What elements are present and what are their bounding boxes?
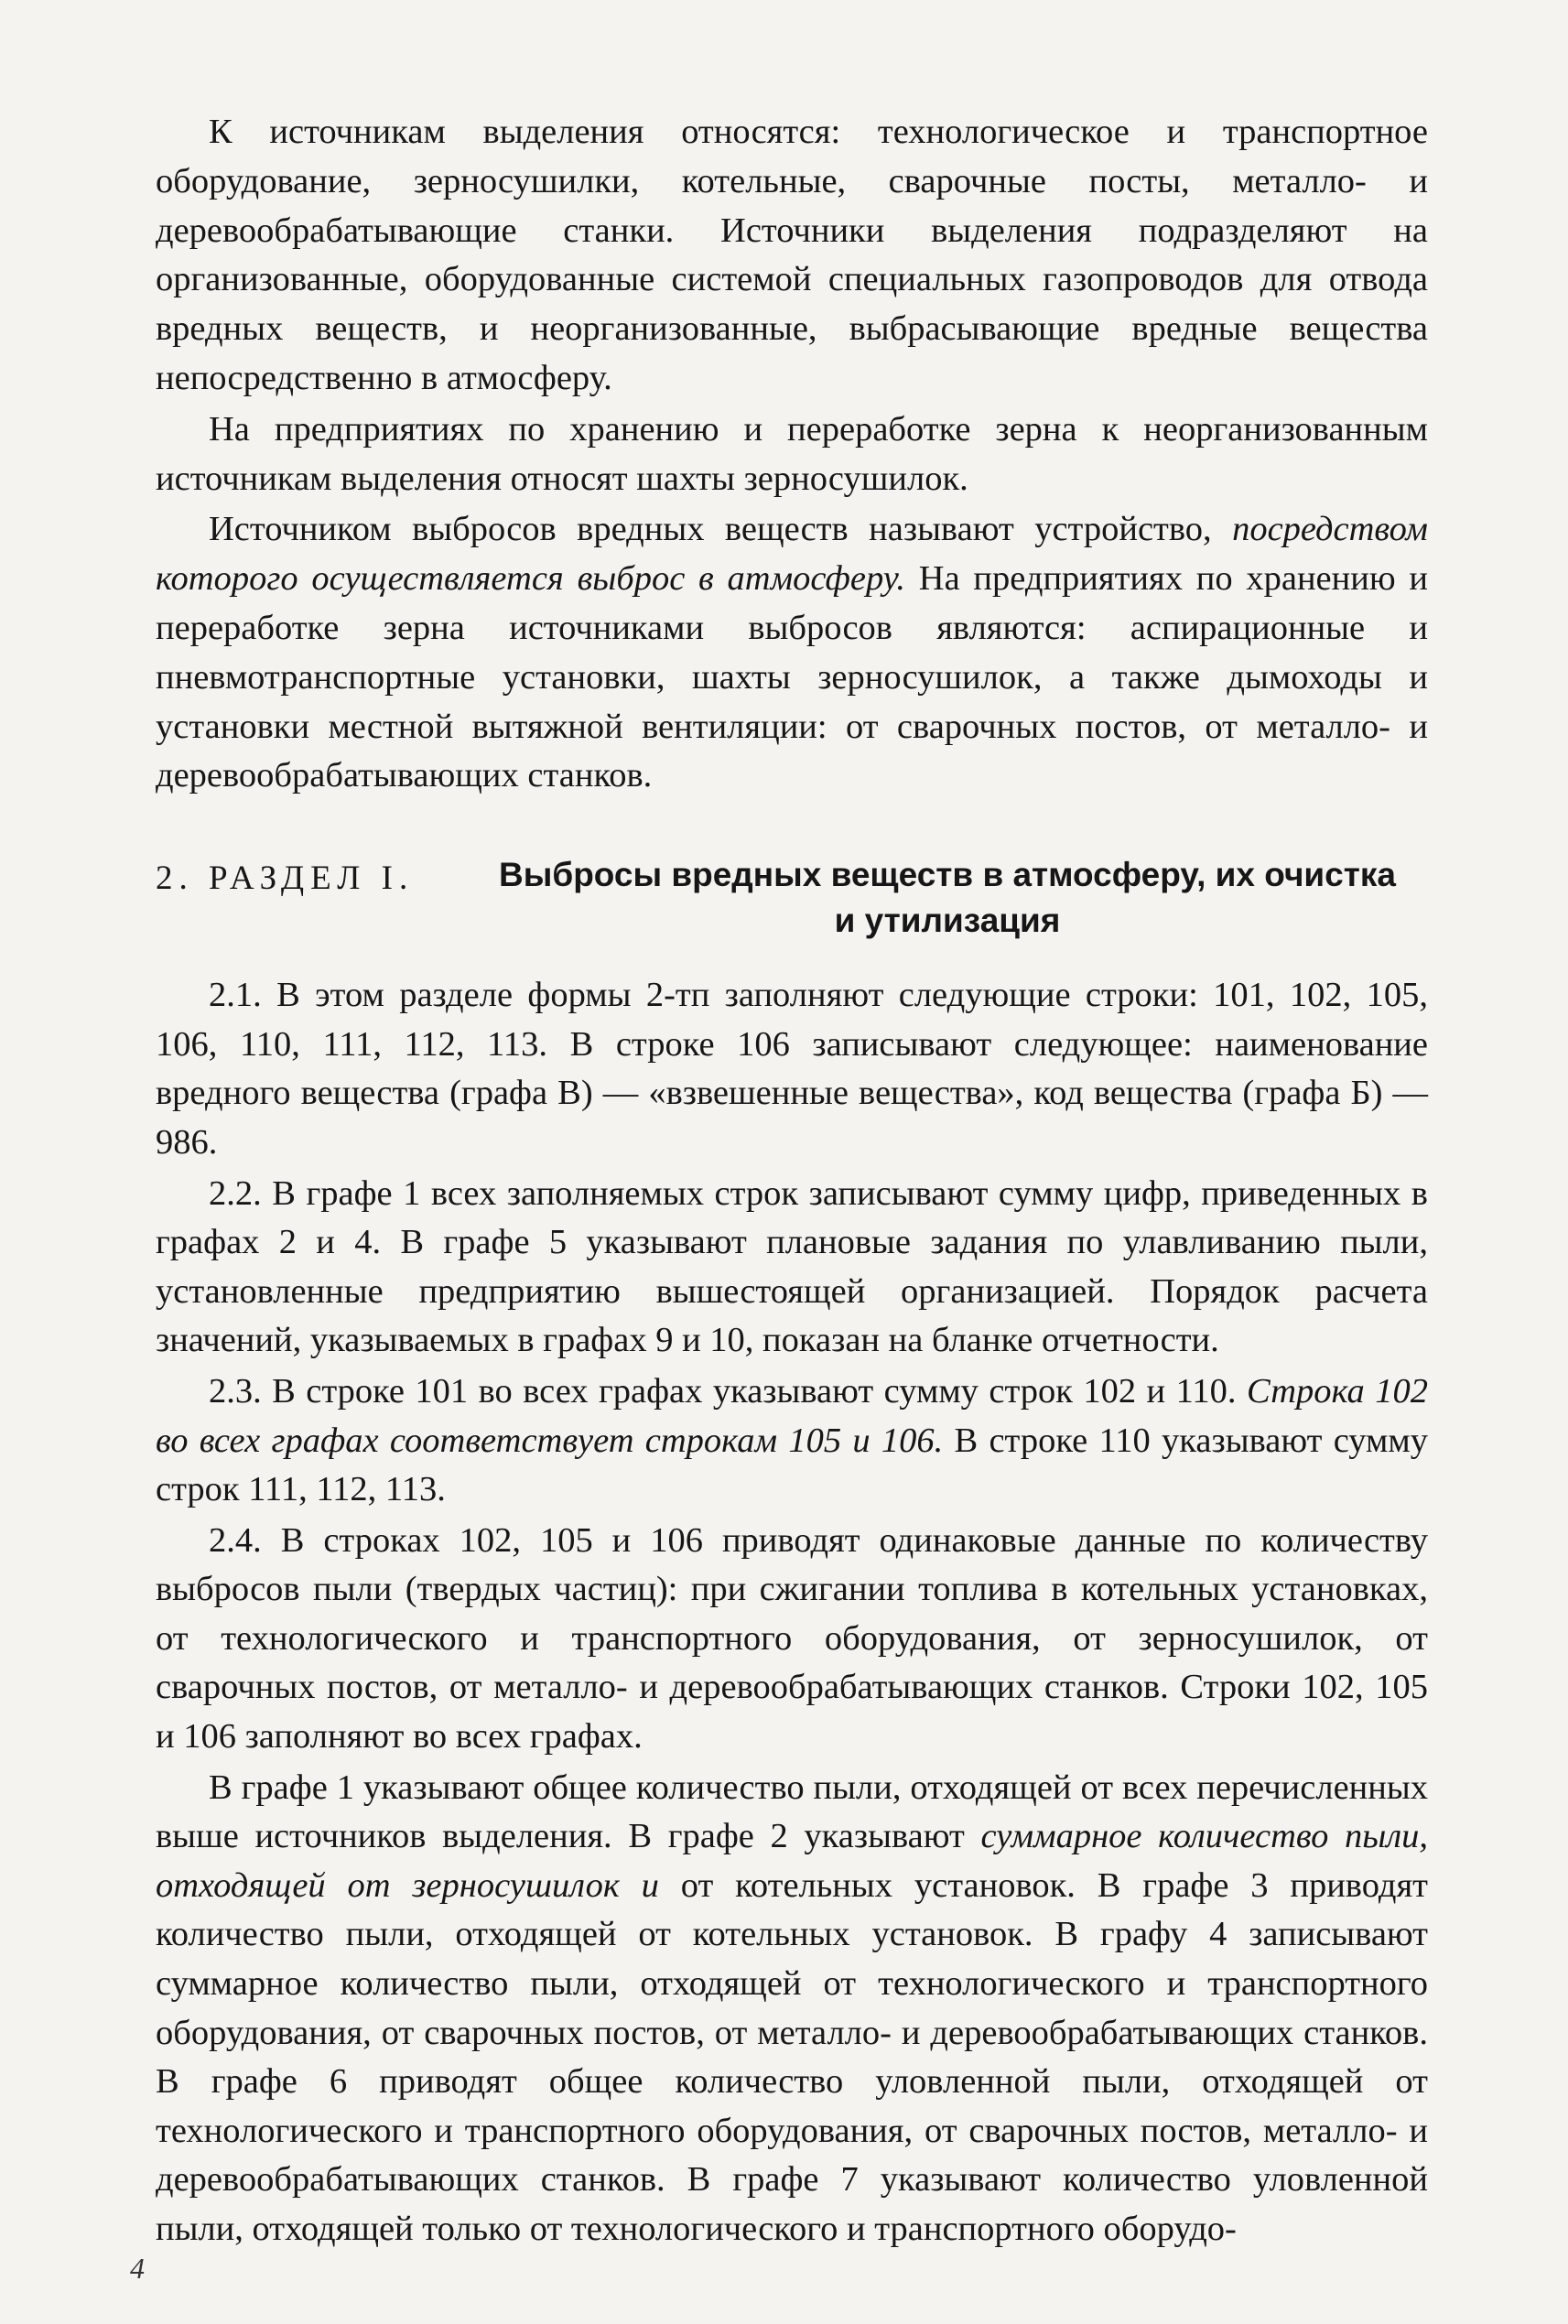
paragraph-unorganized-sources: На предприятиях по хранению и переработке зерна к неорганизованным источникам выделения относят шахты зерносушилок.	[156, 409, 1428, 498]
section-title	[467, 852, 1428, 944]
text-column	[156, 108, 1428, 2254]
paragraph-columns	[156, 1764, 1428, 2254]
section-title-line: и утилизация	[834, 902, 1061, 940]
italic-run: суммарное количество пыли, отходящей от зерносушилок и	[156, 1817, 1428, 1905]
text-run: В графе 1 указывают общее количество пыли, отходящей от всех перечисленных выше источников выделения. В графе 2 указывают	[156, 1767, 1428, 1856]
section-title-line: Выбросы вредных веществ в атмосферу, их очистка	[499, 856, 1396, 894]
paragraph-2-2: 2.2. В графе 1 всех заполняемых строк записывают сумму цифр, приведенных в графах 2 и 4. В графе 5 указывают плановые задания по улавливанию пыли, установленные предприятию вышестоящей организацией. Порядок расчета значений, указываемых в графах 9 и 10, показан на бланке отчетности.	[156, 1173, 1428, 1360]
paragraph-sources: К источникам выделения относятся: технологическое и транспортное оборудование, зерносушилки, котельные, сварочные посты, металло- и деревообрабатывающие станки. Источники выделения подразделяют на организованные, оборудованные системой специальных газопроводов для отвода вредных веществ, и неорганизованные, выбрасывающие вредные вещества непосредственно в атмосферу.	[156, 113, 1428, 397]
text-run: На предприятиях по хранению и переработке зерна источниками выбросов являются: аспирационные и пневмотранспортные установки, шахты зерносушилок, а также дымоходы и установки местной вытяжной вентиляции: от сварочных постов, от металло- и деревообрабатывающих станков.	[156, 559, 1428, 795]
section-body	[156, 971, 1428, 2254]
section-number: 2. РАЗДЕЛ I.	[156, 859, 415, 898]
text-run: 2.3. В строке 101 во всех графах указывают сумму строк 102 и 110.	[209, 1371, 1247, 1411]
italic-run: Строка 102 во всех графах соответствует строкам 105 и 106.	[156, 1371, 1428, 1460]
page-number: 4	[130, 2252, 145, 2285]
text-run: от котельных установок. В графе 3 приводят количество пыли, отходящей от котельных установок. В графу 4 записывают суммарное количество пыли, отходящей от технологического и транспортного оборудования, от сварочных постов, от металло- и деревообрабатывающих станков. В графе 6 приводят общее количество уловленной пыли, отходящей от технологического и транспортного оборудования, от сварочных постов, металло- и деревообрабатывающих станков. В графе 7 указывают количество уловленной пыли, отходящей только от технологического и транспортного оборудо-	[156, 1865, 1428, 2248]
italic-run: посредством которого осуществляется выброс в атмосферу.	[156, 510, 1428, 599]
text-run: Источником выбросов вредных веществ называют устройство,	[209, 510, 1233, 549]
paragraph-2-4: 2.4. В строках 102, 105 и 106 приводят одинаковые данные по количеству выбросов пыли (твердых частиц): при сжигании топлива в котельных установках, от технологического и транспортного оборудования, от зерносушилок, от сварочных постов, от металло- и деревообрабатывающих станков. Строки 102, 105 и 106 заполняют во всех графах.	[156, 1520, 1428, 1757]
paragraph-emission-source	[156, 505, 1428, 801]
paragraph-2-3	[156, 1367, 1428, 1515]
text-run: В строке 110 указывают сумму строк 111, 112, 113.	[156, 1421, 1428, 1509]
section-heading	[156, 852, 1428, 944]
paragraph-2-1: 2.1. В этом разделе формы 2-тп заполняют следующие строки: 101, 102, 105, 106, 110, 111, 112, 113. В строке 106 записывают следующее: наименование вредного вещества (графа В) — «взвешенные вещества», код вещества (графа Б) — 986.	[156, 976, 1428, 1162]
